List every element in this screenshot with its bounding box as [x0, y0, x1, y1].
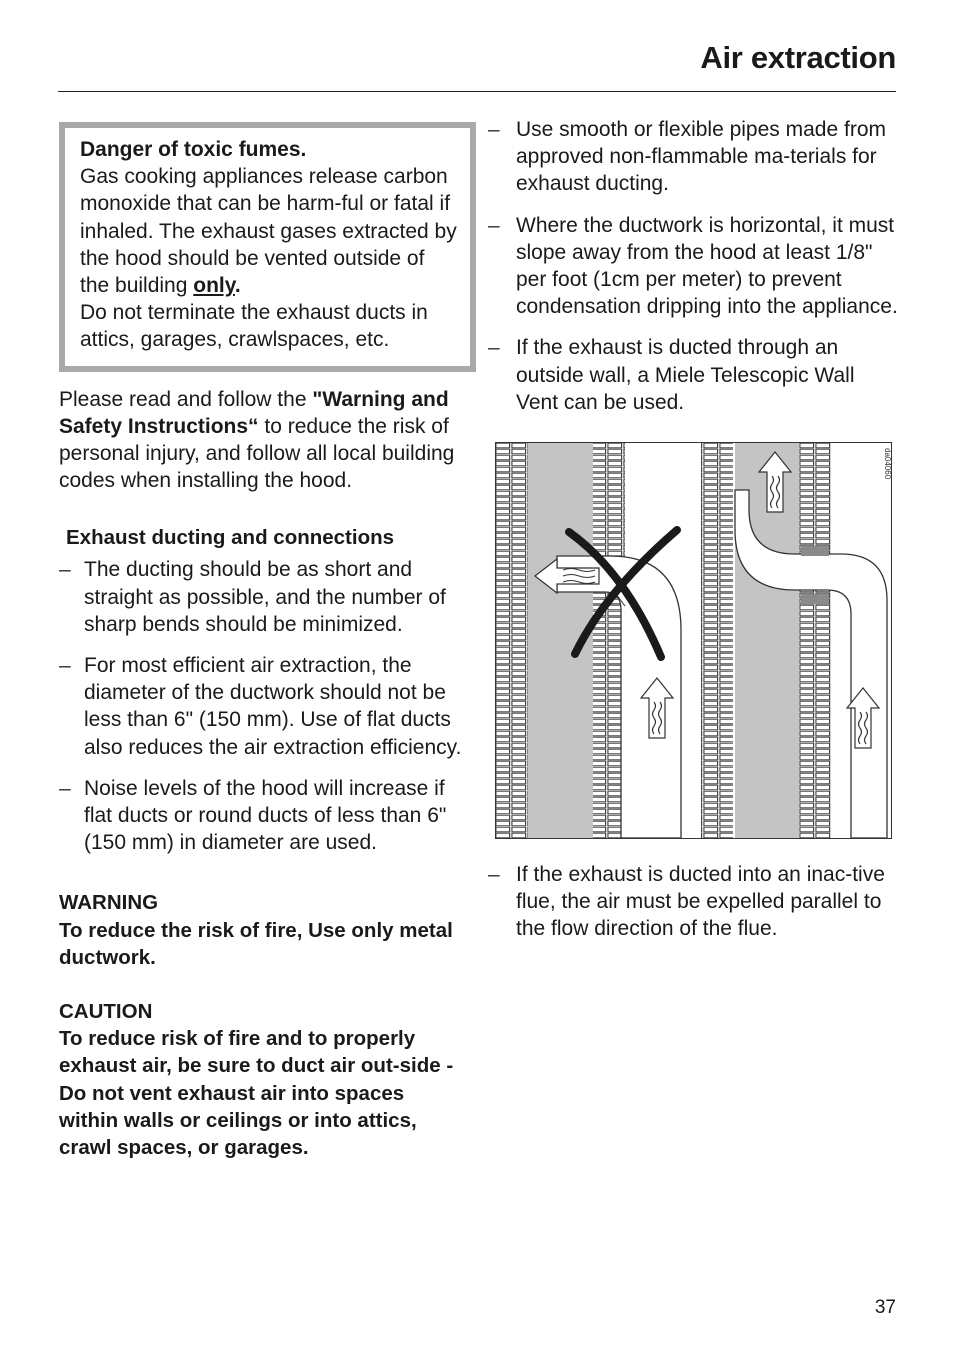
ducting-illustration-svg — [495, 442, 892, 839]
dash-bullet: – — [488, 863, 500, 887]
left-column — [59, 122, 469, 1161]
list-item: – Where the ductwork is horizontal, it must slope away from the hood at least 1/8" per foot (1cm per meter) to prevent condensation dripping into the appliance. — [488, 213, 898, 319]
page-title: Air extraction — [700, 40, 896, 75]
list-item: – For most efficient air extraction, the diameter of the ductwork should not be less than 6" (150 mm). Use of flat ducts also reduces the air extraction efficiency. — [59, 654, 462, 759]
right-list-after — [488, 861, 898, 943]
right-column — [488, 116, 898, 957]
dash-bullet: – — [488, 118, 500, 141]
dash-bullet: – — [59, 558, 71, 582]
right-list — [488, 116, 898, 416]
intro-bold: "Warning and Safety Instructions“ — [59, 387, 449, 438]
brick-wall — [799, 443, 831, 838]
toxic-fumes-warning-box — [59, 122, 476, 372]
ducting-list — [59, 556, 469, 856]
warning-box-text-1: Gas cooking appliances release carbon monoxide that can be harm-ful or fatal if inhaled. The exhaust gases extracted by the hood should be vented outside of the building — [80, 165, 457, 298]
figure-code: da04060 — [883, 448, 892, 480]
brick-wall — [496, 443, 528, 838]
list-item: – The ducting should be as short and straight as possible, and the number of sharp bends should be minimized. — [59, 558, 446, 636]
duct-joint — [801, 594, 829, 604]
intro-paragraph — [59, 386, 469, 495]
intro-after: to reduce the risk of personal injury, and follow all local building codes when installing the hood. — [59, 414, 455, 493]
dash-bullet: – — [59, 776, 71, 800]
section-heading: Exhaust ducting and connections — [66, 526, 395, 550]
warning-box-heading: Danger of toxic fumes. — [80, 138, 307, 161]
warning-block — [59, 889, 469, 971]
dash-bullet: – — [488, 336, 500, 360]
warning-box-text-2: Do not terminate the exhaust ducts in attics, garages, crawlspaces, etc. — [80, 301, 428, 352]
duct-joint — [801, 546, 829, 556]
warning-box-period: . — [234, 274, 241, 298]
dash-bullet: – — [59, 654, 71, 678]
page-number: 37 — [874, 1297, 896, 1318]
brick-wall — [593, 443, 625, 838]
warning-box-emphasis: only — [193, 274, 235, 298]
list-item: – Noise levels of the hood will increase if flat ducts or round ducts of less than 6" (150 mm) in diameter are used. — [59, 776, 447, 855]
ducting-illustration — [495, 442, 892, 839]
dash-bullet: – — [488, 213, 500, 237]
brick-wall — [701, 443, 733, 838]
list-item: – If the exhaust is ducted into an inac-tive flue, the air must be expelled parallel to the flow direction of the flue. — [488, 863, 885, 941]
caution-label: CAUTION — [59, 1000, 153, 1024]
caution-block — [59, 998, 469, 1161]
list-item: – If the exhaust is ducted through an outside wall, a Miele Telescopic Wall Vent can be used. — [488, 336, 855, 414]
warning-label: WARNING — [59, 891, 159, 915]
intro-before: Please read and follow the — [59, 387, 313, 411]
list-item: – Use smooth or flexible pipes made from approved non-flammable ma-terials for exhaust ducting. — [488, 118, 886, 196]
header-rule — [58, 91, 896, 92]
warning-text: To reduce the risk of fire, Use only metal ductwork. — [59, 918, 453, 969]
caution-text: To reduce risk of fire and to properly exhaust air, be sure to duct air out-side - Do not vent exhaust air into spaces within walls or ceilings or into attics, crawl spaces, or garages. — [59, 1027, 454, 1160]
